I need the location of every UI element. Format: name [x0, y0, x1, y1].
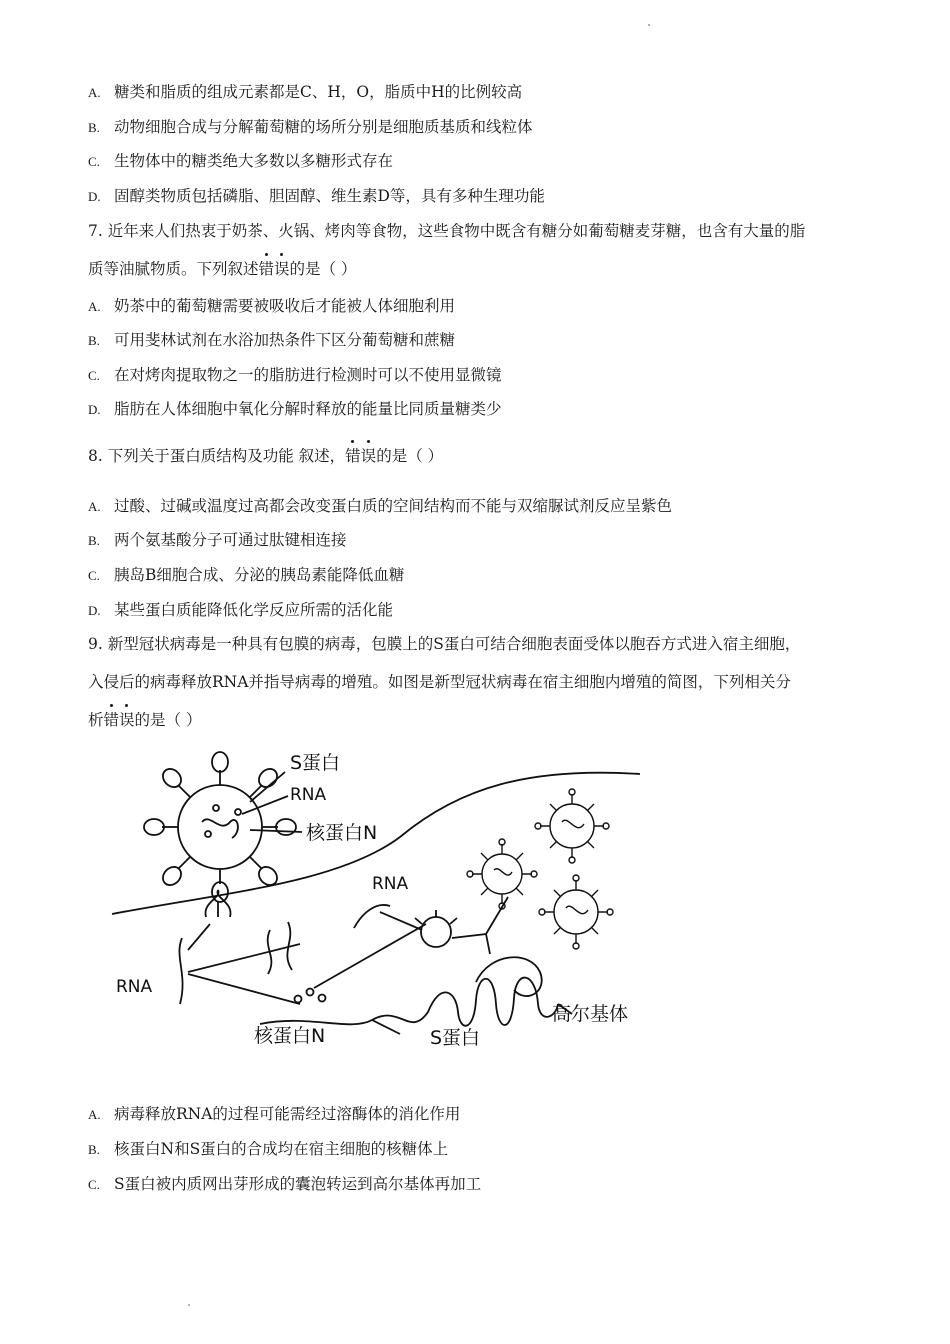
emphasis-char: 误	[274, 260, 290, 278]
option-tag: D.	[88, 603, 101, 618]
option-text: 核蛋白N和S蛋白的合成均在宿主细胞的核糖体上	[114, 1140, 449, 1158]
q6-option-c	[88, 151, 393, 172]
option-text: 病毒释放RNA的过程可能需经过溶酶体的消化作用	[114, 1105, 461, 1123]
q8-option-b	[88, 530, 347, 551]
option-text: 可用斐林试剂在水浴加热条件下区分葡萄糖和蔗糖	[114, 331, 456, 349]
label-rna-mid: RNA	[372, 874, 409, 894]
golgi-body	[476, 957, 542, 996]
small-viruses	[467, 789, 613, 949]
option-text: 过酸、过碱或温度过高都会改变蛋白质的空间结构而不能与双缩脲试剂反应呈紫色	[114, 497, 673, 515]
option-text: 脂肪在人体细胞中氧化分解时释放的能量比同质量糖类少	[114, 400, 502, 418]
option-text: 在对烤肉提取物之一的脂肪进行检测时可以不使用显微镜	[114, 366, 502, 384]
option-tag: A.	[88, 85, 101, 100]
stem-text: 8. 下列关于蛋白质结构及功能 叙述，	[88, 447, 346, 465]
option-tag: C.	[88, 568, 100, 583]
q9-stem-line3	[88, 710, 201, 730]
label-s-protein-top: S蛋白	[290, 752, 341, 774]
small-virus-1	[467, 839, 537, 909]
option-text: 固醇类物质包括磷脂、胆固醇、维生素D等，具有多种生理功能	[114, 187, 545, 205]
emphasis-char: 错	[345, 447, 361, 465]
q8-option-d	[88, 600, 393, 621]
option-tag: A.	[88, 1107, 101, 1122]
option-text: 某些蛋白质能降低化学反应所需的活化能	[114, 601, 394, 619]
stem-text: 的是（ ）	[376, 447, 444, 465]
label-golgi: 高尔基体	[552, 1003, 629, 1025]
label-rna-left: RNA	[116, 977, 153, 997]
q9-stem-line2: 入侵后的病毒释放RNA并指导病毒的增殖。如图是新型冠状病毒在宿主细胞内增殖的简图，下列相关分	[88, 673, 791, 691]
emphasis-char: 错	[258, 260, 275, 278]
option-tag: B.	[88, 120, 100, 135]
q8-option-a	[88, 496, 672, 517]
option-text: 生物体中的糖类绝大多数以多糖形式存在	[114, 152, 394, 170]
label-nucleocapsid-top: 核蛋白N	[306, 822, 378, 844]
scan-speck	[188, 1304, 190, 1306]
option-tag: C.	[88, 368, 100, 383]
label-s-protein-bottom: S蛋白	[430, 1027, 481, 1049]
q9-option-a	[88, 1104, 460, 1125]
virus-spikes	[144, 752, 296, 902]
option-text: 两个氨基酸分子可通过肽键相连接	[114, 531, 347, 549]
q7-option-a	[88, 296, 455, 317]
small-virus-3	[539, 875, 613, 949]
assembling-virus	[421, 917, 451, 947]
q7-stem-line2	[88, 259, 356, 279]
option-tag: A.	[88, 299, 101, 314]
emphasis-char: 错	[103, 711, 120, 729]
q6-option-d	[88, 186, 545, 207]
q9-stem-line1: 9. 新型冠状病毒是一种具有包膜的病毒，包膜上的S蛋白可结合细胞表面受体以胞吞方式进入宿主细胞，	[88, 635, 801, 653]
q6-option-a	[88, 82, 522, 103]
endoplasmic-reticulum	[260, 978, 558, 1026]
q7-stem-line1: 7. 近年来人们热衷于奶茶、火锅、烤肉等食物，这些食物中既含有糖分如葡萄糖麦芽糖，也含有大量的脂	[88, 222, 806, 240]
option-tag: B.	[88, 533, 100, 548]
emphasis-char: 误	[119, 711, 135, 729]
option-tag: B.	[88, 1142, 100, 1157]
option-text: 奶茶中的葡萄糖需要被吸收后才能被人体细胞利用	[114, 297, 456, 315]
stem-text: 析	[88, 711, 104, 729]
q7-option-d	[88, 399, 502, 420]
label-rna-top: RNA	[290, 785, 327, 805]
virus-envelope	[178, 785, 262, 869]
q8-stem	[88, 446, 443, 466]
q7-option-c	[88, 365, 502, 386]
option-text: 动物细胞合成与分解葡萄糖的场所分别是细胞质基质和线粒体	[114, 118, 533, 136]
option-tag: C.	[88, 1177, 100, 1192]
virus-rna	[202, 819, 238, 838]
q9-option-b	[88, 1139, 448, 1160]
option-tag: D.	[88, 402, 101, 417]
stem-text: 的是（ ）	[289, 260, 357, 278]
option-tag: D.	[88, 189, 101, 204]
small-virus-2	[535, 789, 609, 863]
label-nucleocapsid-bottom: 核蛋白N	[254, 1025, 326, 1047]
q8-option-c	[88, 565, 404, 586]
option-tag: A.	[88, 499, 101, 514]
option-tag: C.	[88, 154, 100, 169]
scan-speck	[648, 24, 650, 26]
q9-option-c	[88, 1174, 481, 1195]
option-text: 胰岛B细胞合成、分泌的胰岛素能降低血糖	[114, 566, 405, 584]
emphasis-char: 误	[360, 447, 377, 465]
option-text: 糖类和脂质的组成元素都是C、H，O，脂质中H的比例较高	[114, 83, 523, 101]
coronavirus-replication-diagram	[110, 742, 670, 1062]
rna-strand-left	[179, 938, 182, 1004]
q7-option-b	[88, 330, 455, 351]
stem-text: 的是（ ）	[134, 711, 202, 729]
option-text: S蛋白被内质网出芽形成的囊泡转运到高尔基体再加工	[114, 1175, 482, 1193]
option-tag: B.	[88, 333, 100, 348]
stem-text: 质等油腻物质。下列叙述	[88, 260, 259, 278]
q6-option-b	[88, 117, 533, 138]
